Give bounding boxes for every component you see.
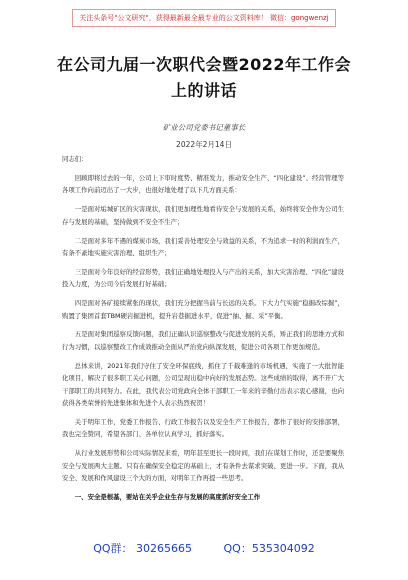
document-body: [62, 153, 344, 510]
paragraph: 五是面对集团巡察反馈问题，我们正确认识巡察整改与促进发展的关系，矫正我们的思维方式和行为习惯，以巡察整改工作成效推动全面从严治党向纵深发展，促进公司各项工作更加规范。: [62, 330, 344, 351]
document-title-line2: 上的讲话: [170, 81, 237, 100]
paragraph: 回顾即将过去的一年，公司上下审时度势、精准发力，推动安全生产、“四化建设”、经营管理等各项工作向前迈出了一大步，也很好地处理了以下几方面关系：: [62, 173, 344, 195]
paragraph: 二是面对多年不遇的煤炭市场，我们妥善处理安全与效益的关系，不为追求一时的利润而生产，有条不紊地实施灾害治理、组织生产；: [62, 236, 344, 257]
paragraph: 总体来讲，2021年我们守住了安全环保底线，抓住了千载难逢的市场机遇，实施了一大批智能化项目，解决了很多职工关心问题，公司呈现出稳中向好的发展态势。这些成绩的取得，离不开广大干部职工的共同努力。在此，我代表公司党政向全体干部职工一年来的辛勤付出表示衷心感谢，也向获得各类荣誉的先进集体和先进个人表示热烈祝贺！: [62, 361, 344, 407]
top-banner: [0, 0, 408, 34]
section-heading: 一、安全是根基，要站在关乎企业生存与发展的高度抓好安全工作: [74, 492, 261, 501]
qq-contact-text: QQ：535304092: [223, 542, 315, 555]
speech-date: 2022年2月14日: [176, 140, 232, 149]
document-title-line1: 在公司九届一次职代会暨2022年工作会: [56, 55, 352, 74]
contact-footer: [0, 540, 408, 562]
paragraph: 从行业发展形势和公司实际情况来看，明年甚至更长一段时间，我们在谋划工作时，还是要聚焦安全与发展两大主题。只有在确保安全稳定的基础上，才有条件去谋求突破、更进一步。下面，我从安全、发展和作风建设三个大的方面，对明年工作再提一些思考。: [62, 449, 344, 483]
paragraph: 一是面对垢城矿区的灾害现状，我们更加理性地看待安全与发展的关系，始终将安全作为公司生存与发展的基础，坚持做到不安全不生产；: [62, 205, 344, 226]
paragraph: 三是面对今年良好的经营形势，我们正确地处理投入与产出的关系，加大灾害治理、“四化”建设投入力度，为公司今后发展打好基础；: [62, 267, 344, 289]
salutation: 同志们：: [62, 155, 88, 163]
paragraph: 关于明年工作，党委工作报告、行政工作报告以及安全生产工作报告，都作了很好的安排部署，我也完全赞同，希望各部门、各单位认真学习，抓好落实。: [62, 417, 344, 439]
qq-group-text: QQ群： 30265665: [93, 542, 192, 555]
speaker-byline: 矿业公司党委书记董事长: [162, 123, 246, 132]
paragraph: 四是面对各矿接续紧张的现状，我们充分把握当前与长远的关系。下大力气实施“稳掘改综掘”，购置了集团首套TBM硬岩掘进机，提升岩巷掘进水平，促进“抽、掘、采”平衡。: [62, 299, 344, 320]
banner-text: 关注头条号"公文研究"，获得最新最全最专业的公文资料库！ 微信：gongwenzj: [72, 9, 335, 27]
